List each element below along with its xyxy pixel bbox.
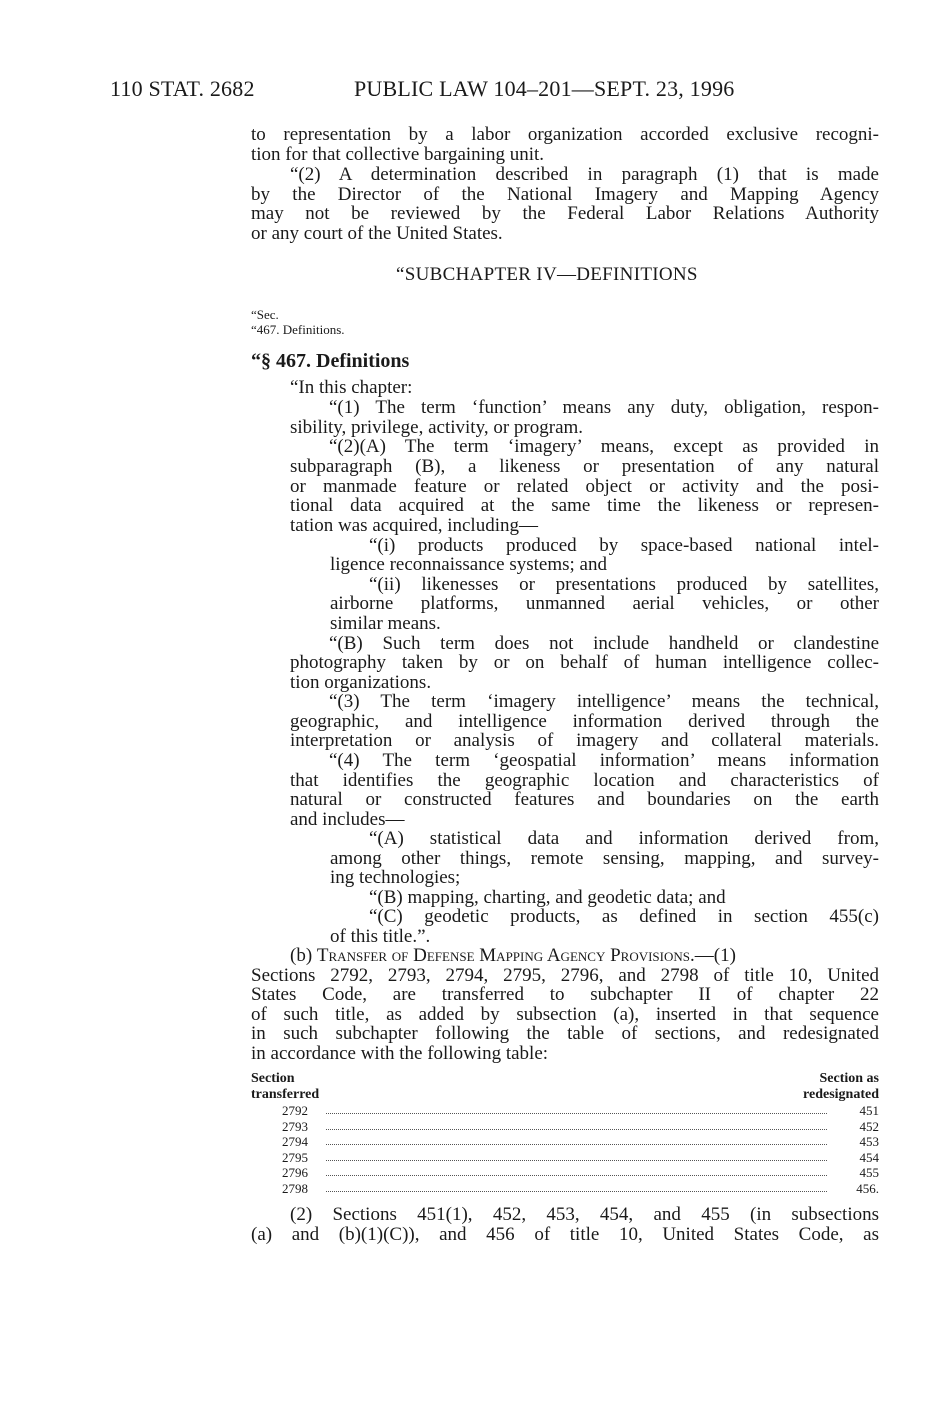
leader-dots	[326, 1160, 827, 1161]
table-row	[282, 1103, 879, 1118]
text-line: States Code, are transferred to subchapter II of chapter 22	[251, 984, 879, 1005]
leader-dots	[326, 1175, 827, 1176]
section-redesignated: 451	[859, 1103, 879, 1118]
section-transferred: 2793	[282, 1119, 308, 1134]
table-row	[282, 1181, 879, 1196]
table-col2-header: redesignated	[803, 1087, 879, 1102]
subsection-number: .—(1)	[690, 945, 736, 966]
section-transferred: 2795	[282, 1150, 308, 1165]
transfer-lead	[290, 946, 879, 966]
text-line: may not be reviewed by the Federal Labor Relations Authority	[251, 203, 879, 224]
text-line: interpretation or analysis of imagery and collateral materials.	[290, 730, 879, 751]
text-line: “(1) The term ‘function’ means any duty, obligation, respon-	[329, 397, 879, 418]
text-line: “(4) The term ‘geospatial information’ means information	[329, 750, 879, 771]
text-line: tion for that collective bargaining unit.	[251, 144, 545, 165]
text-line: similar means.	[330, 613, 441, 634]
subchapter-heading: “SUBCHAPTER IV—DEFINITIONS	[396, 264, 698, 285]
section-transferred: 2798	[282, 1181, 308, 1196]
section-redesignated: 453	[859, 1134, 879, 1149]
table-row	[282, 1150, 879, 1165]
text-line: “(B) Such term does not include handheld or clandestine	[329, 633, 879, 654]
leader-dots	[326, 1113, 827, 1114]
text-line: or any court of the United States.	[251, 223, 503, 244]
text-line: airborne platforms, unmanned aerial vehicles, or other	[330, 593, 879, 614]
subsection-caption: Transfer of Defense Mapping Agency Provisions	[316, 945, 690, 966]
text-line: sibility, privilege, activity, or program.	[290, 417, 584, 438]
running-head: PUBLIC LAW 104–201—SEPT. 23, 1996	[354, 76, 735, 101]
toc-item: “467. Definitions.	[251, 322, 345, 337]
text-line: photography taken by or on behalf of human intelligence collec-	[290, 652, 879, 673]
subsection-label: (b)	[290, 945, 317, 966]
text-line: natural or constructed features and boundaries on the earth	[290, 789, 879, 810]
section-redesignated: 452	[859, 1119, 879, 1134]
section-redesignated: 456.	[856, 1181, 879, 1196]
section-redesignated: 454	[859, 1150, 879, 1165]
text-line: “(B) mapping, charting, and geodetic data; and	[369, 887, 726, 908]
text-line: geographic, and intelligence information derived through the	[290, 711, 879, 732]
text-line: “(C) geodetic products, as defined in section 455(c)	[369, 906, 879, 927]
text-line: of such title, as added by subsection (a), inserted in that sequence	[251, 1004, 879, 1025]
leader-dots	[326, 1144, 827, 1145]
text-line: that identifies the geographic location and characteristics of	[290, 770, 879, 791]
text-line: tion organizations.	[290, 672, 432, 693]
section-heading: “§ 467. Definitions	[251, 350, 410, 372]
text-line: “In this chapter:	[290, 377, 413, 398]
table-row	[282, 1119, 879, 1134]
text-line: of this title.”.	[330, 926, 431, 947]
text-line: to representation by a labor organization accorded exclusive recogni-	[251, 124, 879, 145]
text-line: and includes—	[290, 809, 405, 830]
leader-dots	[326, 1129, 827, 1130]
table-col1-header: transferred	[251, 1087, 320, 1102]
text-line: “(3) The term ‘imagery intelligence’ means the technical,	[329, 691, 879, 712]
text-line: tation was acquired, including—	[290, 515, 538, 536]
text-line: in accordance with the following table:	[251, 1043, 549, 1064]
text-line: “(2)(A) The term ‘imagery’ means, except as provided in	[329, 436, 879, 457]
table-col1-header: Section	[251, 1071, 295, 1086]
text-line: (2) Sections 451(1), 452, 453, 454, and 455 (in subsections	[290, 1204, 879, 1225]
text-line: Sections 2792, 2793, 2794, 2795, 2796, and 2798 of title 10, United	[251, 965, 879, 986]
text-line: “(i) products produced by space-based national intel-	[369, 535, 879, 556]
text-line: “(2) A determination described in paragraph (1) that is made	[290, 164, 879, 185]
text-line: “(A) statistical data and information derived from,	[369, 828, 879, 849]
text-line: by the Director of the National Imagery and Mapping Agency	[251, 184, 879, 205]
section-transferred: 2794	[282, 1134, 308, 1149]
text-line: “(ii) likenesses or presentations produced by satellites,	[369, 574, 879, 595]
text-line: ing technologies;	[330, 867, 461, 888]
section-redesignated: 455	[859, 1165, 879, 1180]
toc-label: “Sec.	[251, 307, 279, 322]
page-citation: 110 STAT. 2682	[110, 76, 255, 101]
text-line: ligence reconnaissance systems; and	[330, 554, 607, 575]
section-transferred: 2792	[282, 1103, 308, 1118]
section-transferred: 2796	[282, 1165, 308, 1180]
text-line: among other things, remote sensing, mapping, and survey-	[330, 848, 879, 869]
table-row	[282, 1134, 879, 1149]
text-line: subparagraph (B), a likeness or presentation of any natural	[290, 456, 879, 477]
table-row	[282, 1165, 879, 1180]
text-line: or manmade feature or related object or activity and the posi-	[290, 476, 879, 497]
text-line: tional data acquired at the same time the likeness or represen-	[290, 495, 879, 516]
text-line: (a) and (b)(1)(C)), and 456 of title 10, United States Code, as	[251, 1224, 879, 1245]
table-col2-header: Section as	[819, 1071, 879, 1086]
text-line: in such subchapter following the table of sections, and redesignated	[251, 1023, 879, 1044]
leader-dots	[326, 1191, 827, 1192]
